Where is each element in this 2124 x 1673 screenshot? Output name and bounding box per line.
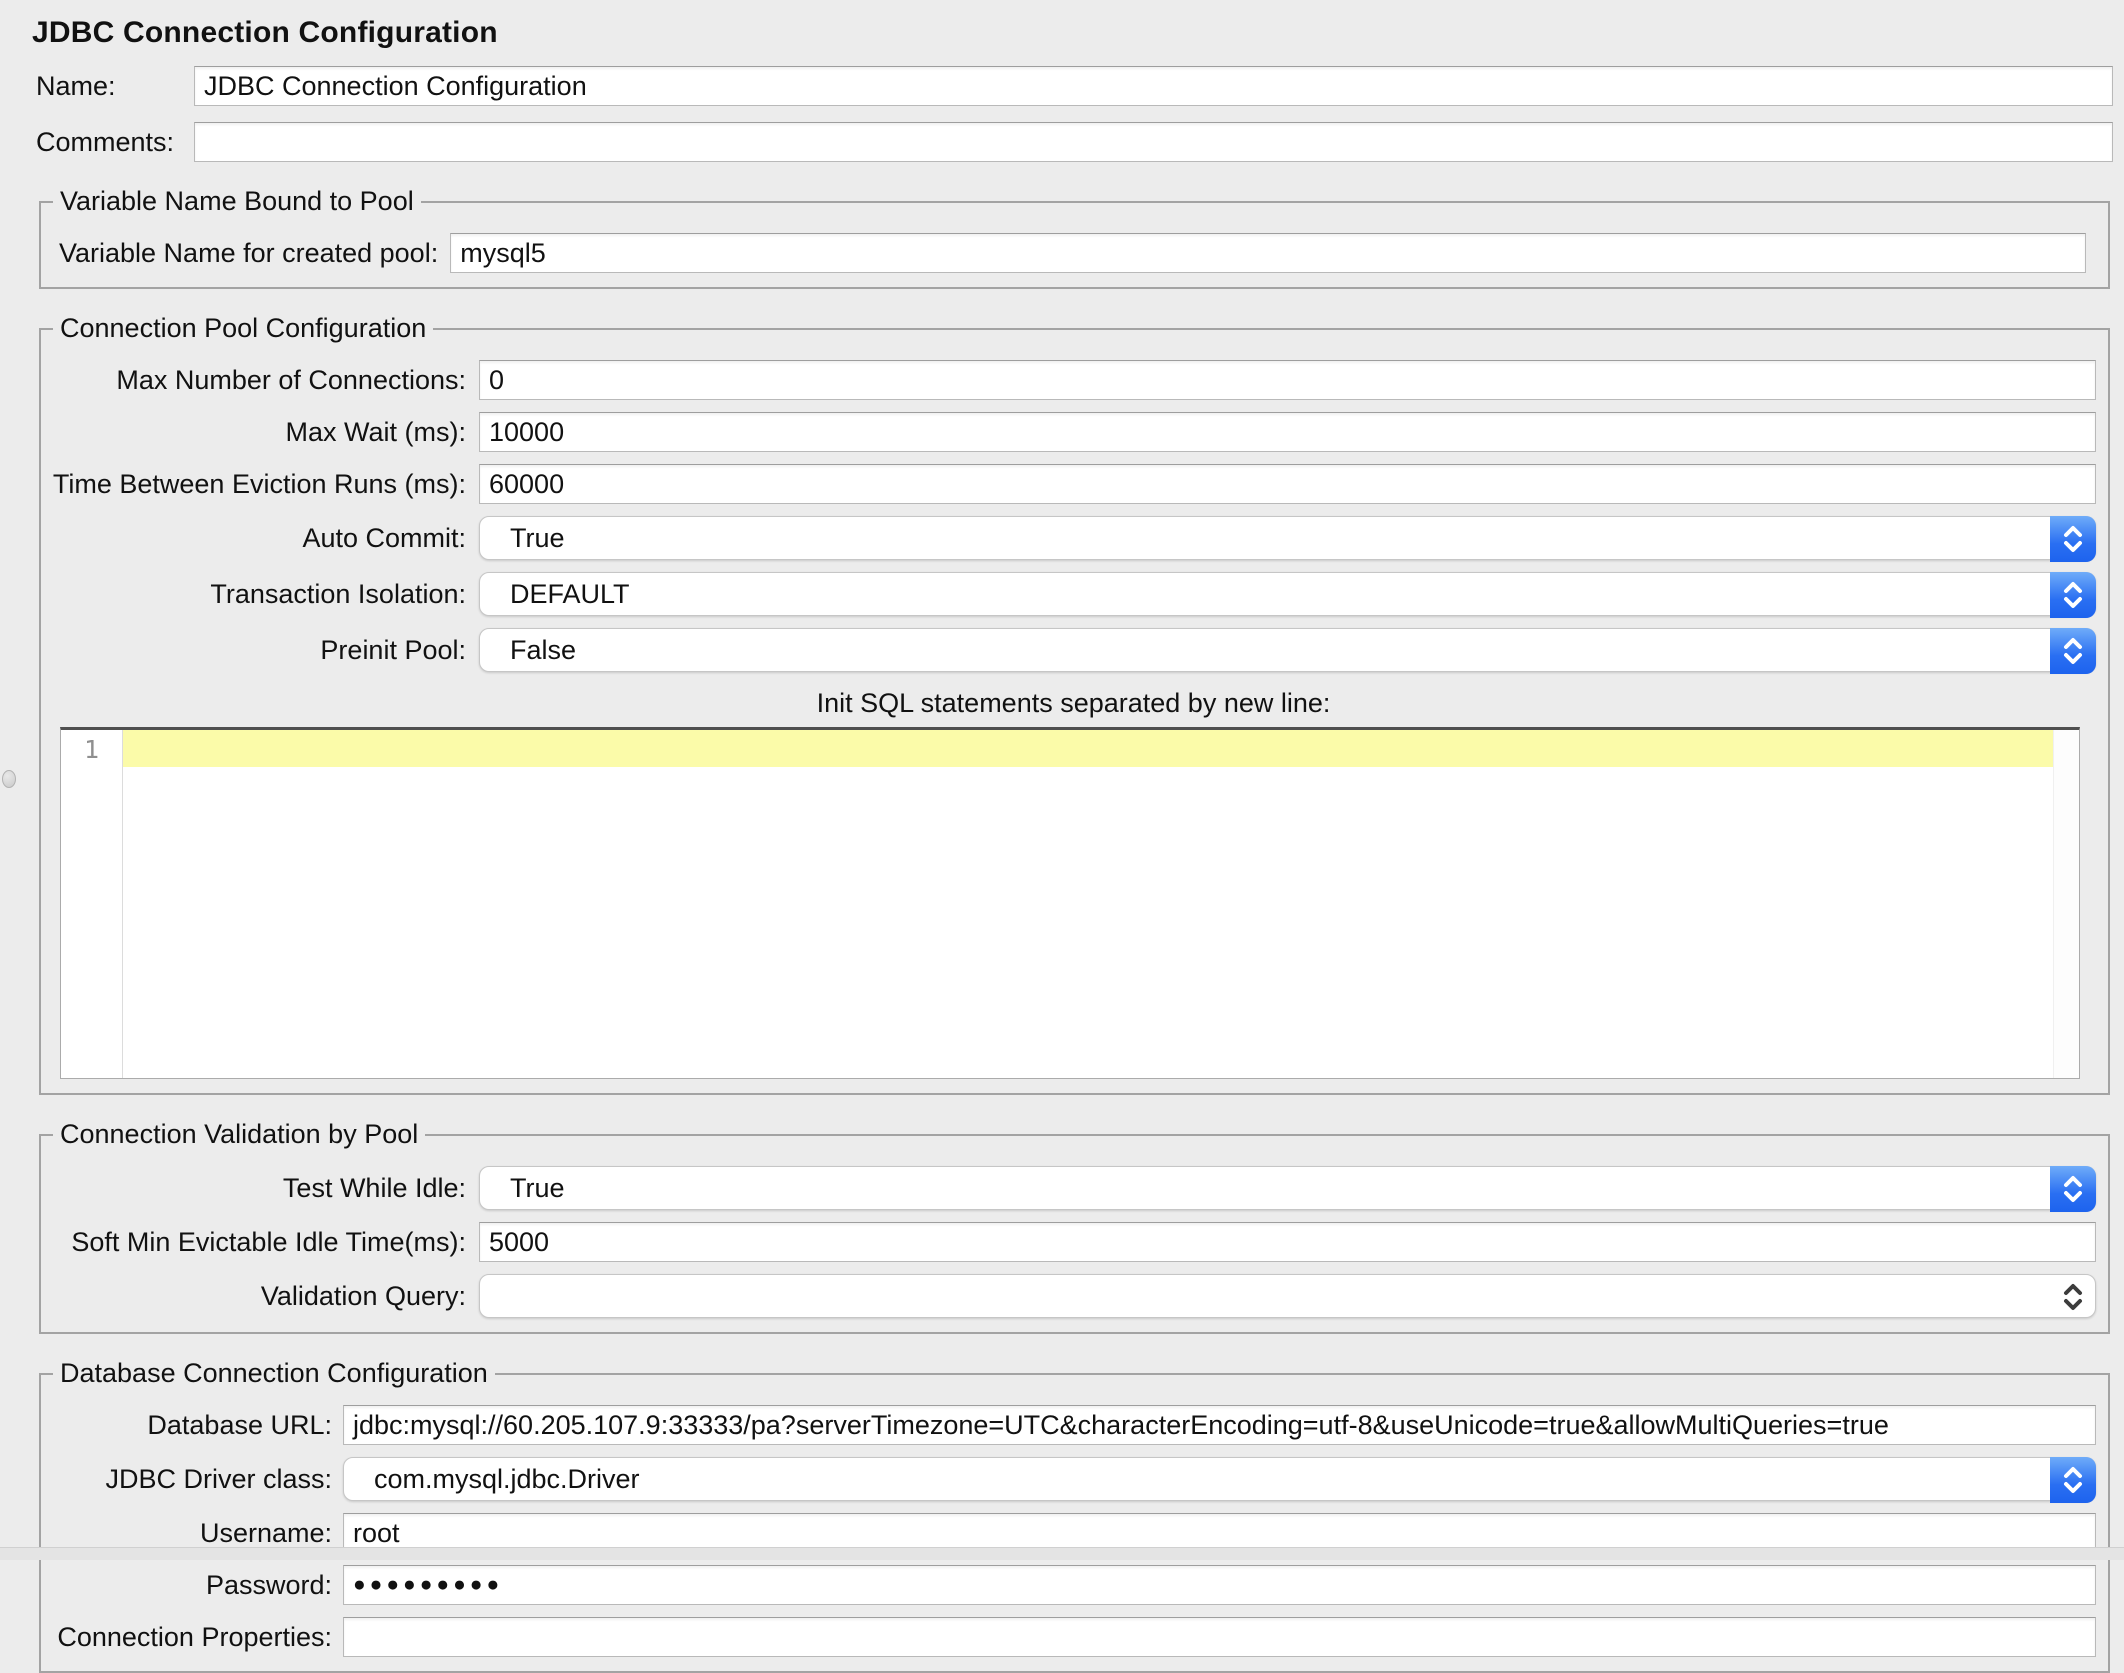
max-wait-value: 10000 [489, 416, 565, 447]
bottom-window-strip [0, 1547, 2124, 1560]
chevron-updown-icon [2050, 1274, 2096, 1320]
eviction-runs-input[interactable] [479, 464, 2096, 504]
splitter-handle-dot[interactable] [2, 770, 16, 788]
soft-min-evictable-value: 5000 [489, 1226, 550, 1257]
database-url-label: Database URL: [147, 1409, 332, 1440]
soft-min-evictable-input[interactable] [479, 1222, 2096, 1262]
chevron-updown-icon [2050, 628, 2096, 674]
transaction-isolation-value: DEFAULT [510, 578, 630, 609]
password-input[interactable] [343, 1565, 2096, 1605]
line-number-gutter [61, 730, 123, 1078]
chevron-updown-icon [2050, 572, 2096, 618]
line-number: 1 [83, 735, 100, 764]
jdbc-driver-label: JDBC Driver class: [105, 1463, 332, 1494]
editor-scrollbar-track[interactable] [2053, 730, 2079, 1078]
variable-name-label: Variable Name for created pool: [59, 237, 439, 268]
connection-pool-legend: Connection Pool Configuration [60, 313, 427, 343]
comments-row [36, 122, 2113, 162]
name-input[interactable] [194, 66, 2113, 106]
soft-min-evictable-label: Soft Min Evictable Idle Time(ms): [71, 1226, 466, 1257]
auto-commit-label: Auto Commit: [302, 522, 466, 553]
max-connections-input[interactable] [479, 360, 2096, 400]
password-label: Password: [205, 1569, 332, 1600]
comments-label: Comments: [36, 126, 175, 157]
init-sql-label: Init SQL statements separated by new line: [816, 688, 1331, 718]
init-sql-code-area[interactable] [123, 730, 2079, 1078]
database-url-row [51, 1405, 2096, 1445]
validation-query-label: Validation Query: [260, 1280, 466, 1311]
soft-min-evictable-row [51, 1222, 2096, 1262]
preinit-pool-label: Preinit Pool: [320, 634, 466, 665]
jdbc-driver-select[interactable] [343, 1457, 2096, 1501]
variable-name-value: mysql5 [460, 237, 546, 268]
jdbc-driver-row [51, 1457, 2096, 1501]
test-while-idle-row [51, 1166, 2096, 1210]
validation-query-row [51, 1274, 2096, 1318]
max-connections-value: 0 [489, 364, 505, 395]
init-sql-editor[interactable] [60, 727, 2080, 1079]
max-connections-label: Max Number of Connections: [116, 364, 466, 395]
chevron-updown-icon [2050, 1166, 2096, 1212]
transaction-isolation-label: Transaction Isolation: [210, 578, 466, 609]
auto-commit-row [51, 516, 2096, 560]
jdbc-driver-value: com.mysql.jdbc.Driver [374, 1463, 640, 1494]
name-label: Name: [36, 70, 116, 101]
validation-query-select[interactable] [479, 1274, 2096, 1318]
page-title: JDBC Connection Configuration [32, 16, 498, 49]
connection-validation-group [39, 1119, 2110, 1334]
eviction-runs-label: Time Between Eviction Runs (ms): [52, 468, 466, 499]
max-wait-input[interactable] [479, 412, 2096, 452]
variable-name-row [51, 233, 2096, 273]
auto-commit-select[interactable] [479, 516, 2096, 560]
chevron-updown-icon [2050, 516, 2096, 562]
connection-validation-legend: Connection Validation by Pool [60, 1119, 419, 1149]
test-while-idle-label: Test While Idle: [282, 1172, 466, 1203]
max-wait-label: Max Wait (ms): [285, 416, 466, 447]
preinit-pool-value: False [510, 634, 577, 665]
max-wait-row [51, 412, 2096, 452]
database-url-input[interactable] [343, 1405, 2096, 1445]
auto-commit-value: True [510, 522, 565, 553]
connection-properties-label: Connection Properties: [57, 1621, 332, 1652]
preinit-pool-row [51, 628, 2096, 672]
preinit-pool-select[interactable] [479, 628, 2096, 672]
password-masked-value: ●●●●●●●●● [353, 1573, 504, 1596]
eviction-runs-value: 60000 [489, 468, 565, 499]
test-while-idle-select[interactable] [479, 1166, 2096, 1210]
comments-input[interactable] [194, 122, 2113, 162]
current-line-highlight [123, 730, 2053, 767]
eviction-runs-row [51, 464, 2096, 504]
transaction-isolation-select[interactable] [479, 572, 2096, 616]
variable-name-input[interactable] [450, 233, 2086, 273]
max-connections-row [51, 360, 2096, 400]
transaction-isolation-row [51, 572, 2096, 616]
username-value: root [353, 1517, 400, 1548]
name-value: JDBC Connection Configuration [204, 70, 587, 101]
database-url-value: jdbc:mysql://60.205.107.9:33333/pa?serverTimezone=UTC&characterEncoding=utf-8&useUnicode=true&allowMultiQueries=true [353, 1409, 1889, 1440]
connection-properties-input[interactable] [343, 1617, 2096, 1657]
connection-properties-row [51, 1617, 2096, 1657]
username-label: Username: [199, 1517, 332, 1548]
database-connection-legend: Database Connection Configuration [60, 1358, 488, 1388]
name-row [36, 66, 2113, 106]
chevron-updown-icon [2050, 1457, 2096, 1503]
variable-pool-group [39, 186, 2110, 289]
test-while-idle-value: True [510, 1172, 565, 1203]
database-connection-group [39, 1358, 2110, 1673]
variable-pool-legend: Variable Name Bound to Pool [60, 186, 414, 216]
password-row [51, 1565, 2096, 1605]
connection-pool-group [39, 313, 2110, 1095]
